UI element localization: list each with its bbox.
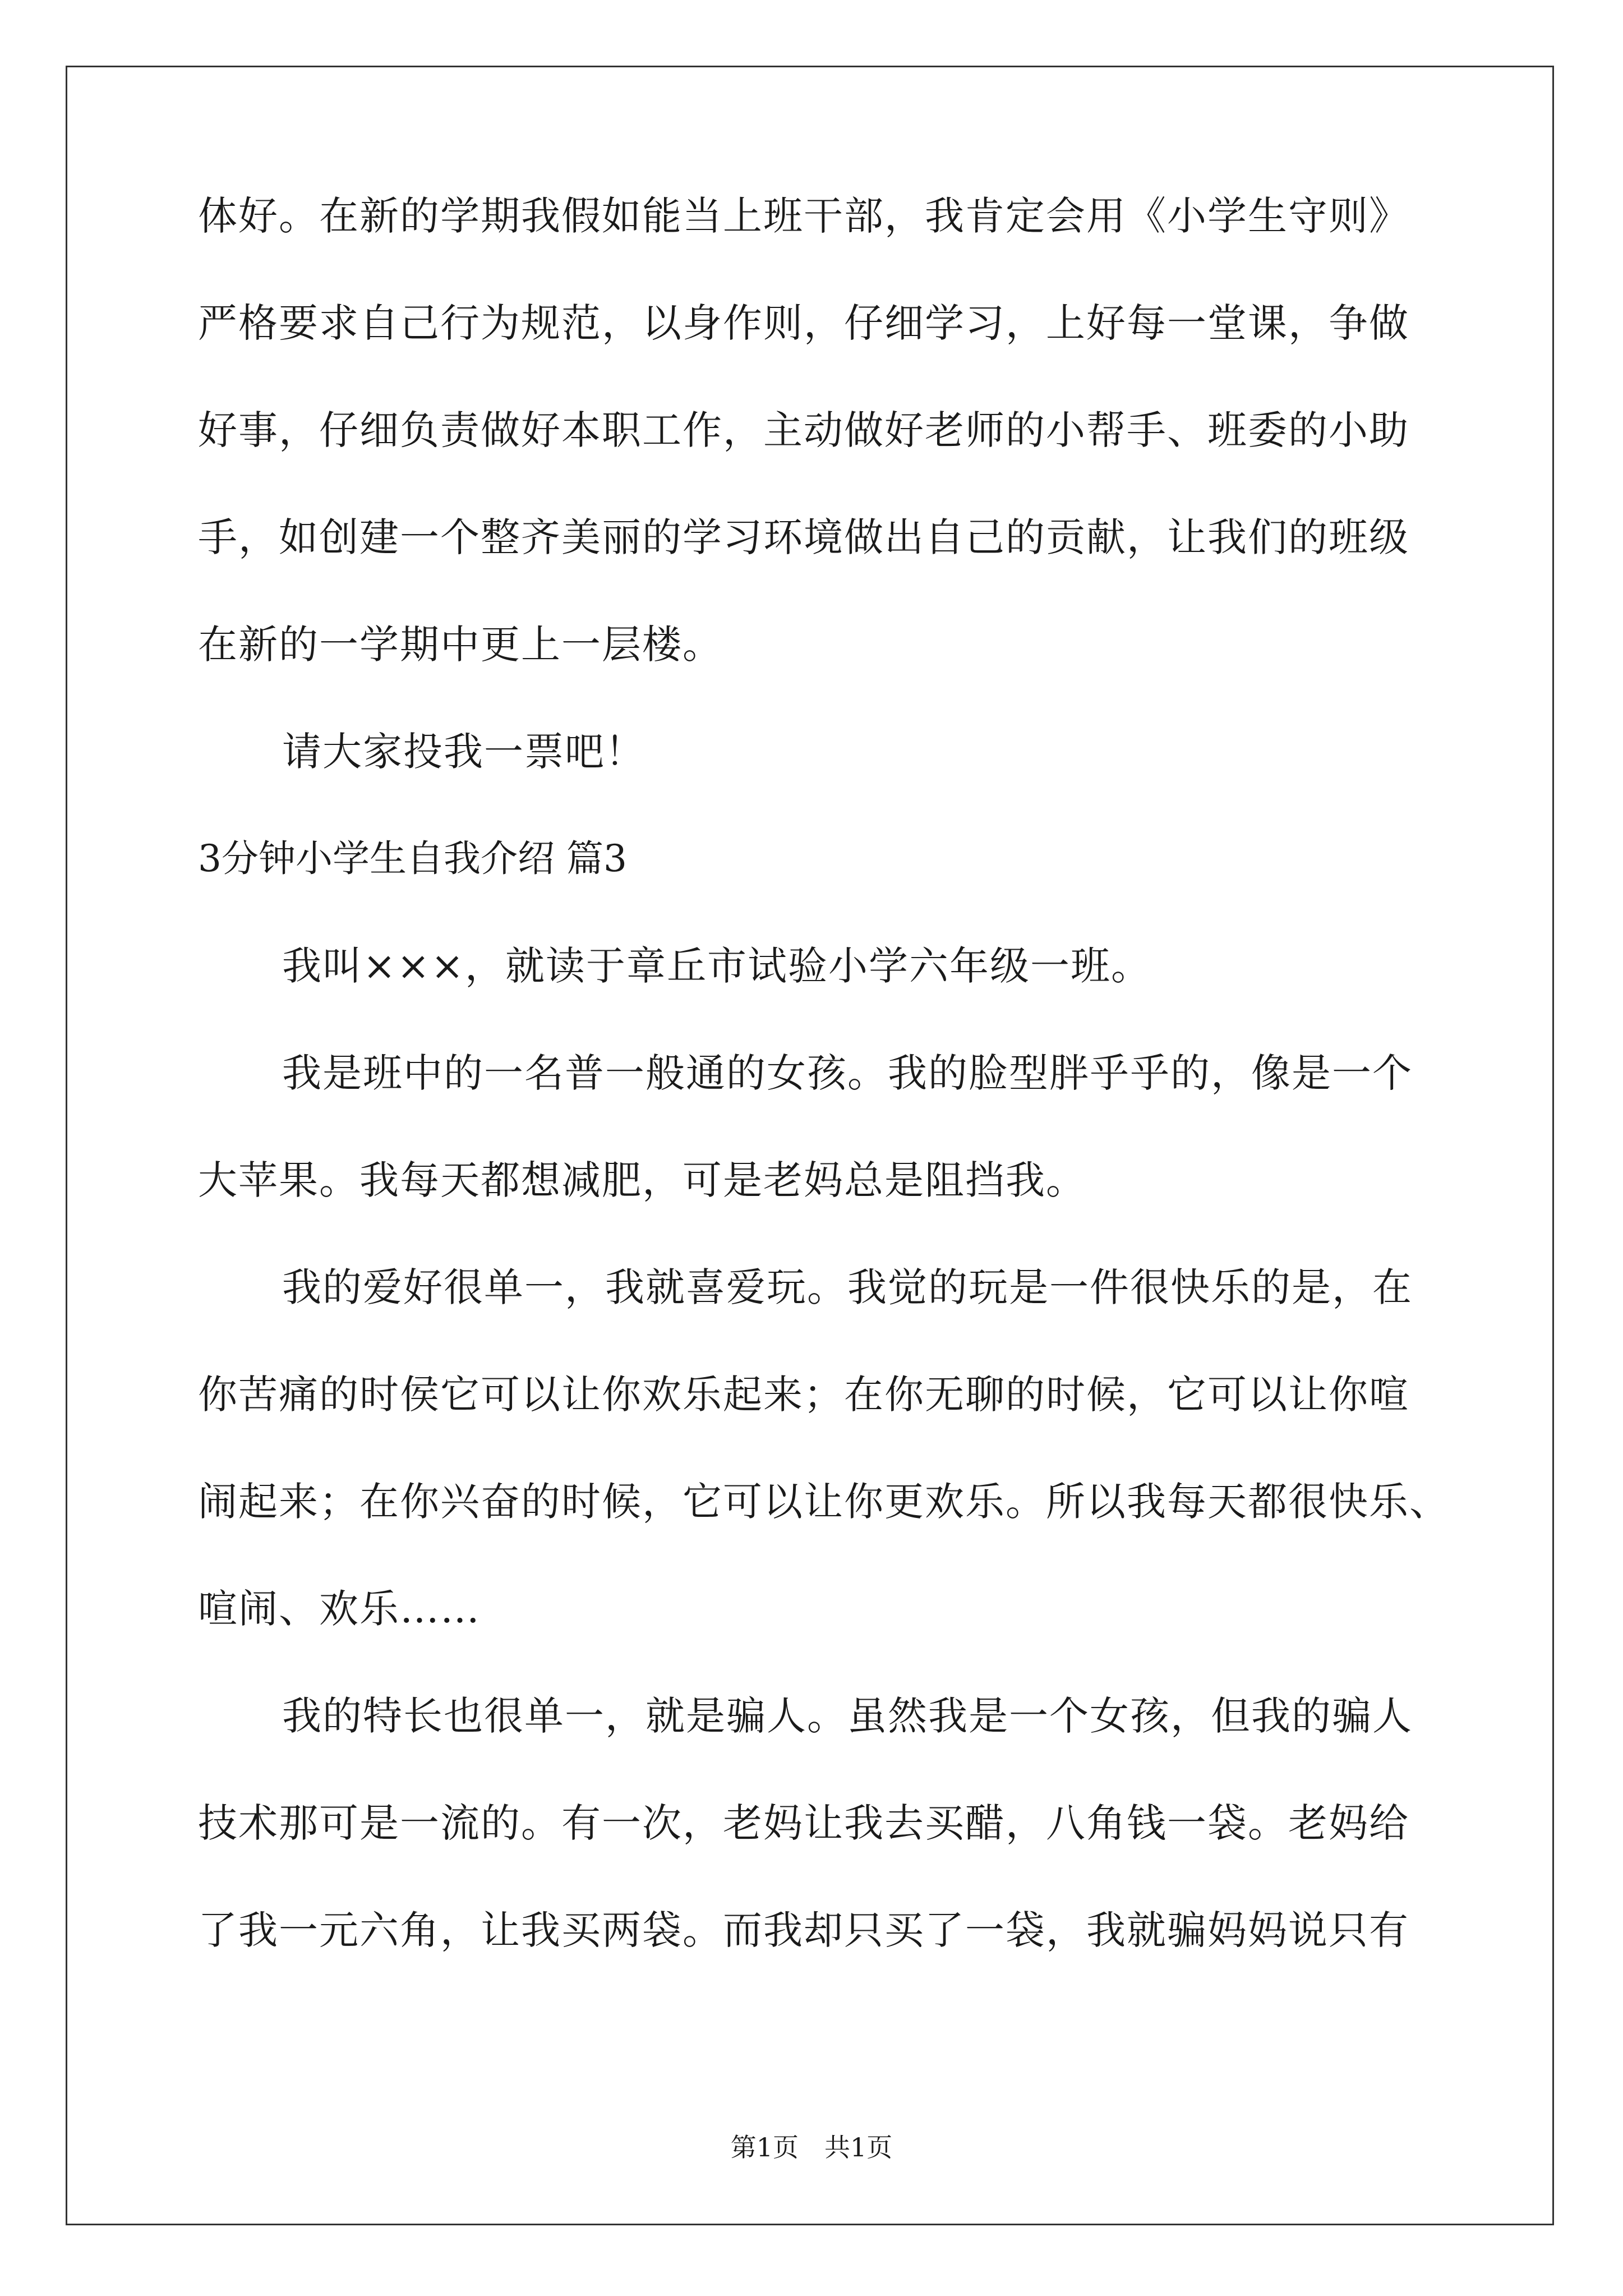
text-line-15: 我的特长也很单一，就是骗人。虽然我是一个女孩，但我的骗人 — [282, 1693, 1413, 1739]
text-line-9: 我是班中的一名普一般通的女孩。我的脸型胖乎乎的，像是一个 — [282, 1050, 1413, 1096]
text-line-6: 请大家投我一票吧！ — [282, 729, 645, 775]
text-line-12: 你苦痛的时侯它可以让你欢乐起来；在你无聊的时候，它可以让你喧 — [198, 1372, 1409, 1418]
text-line-2: 严格要求自己行为规范，以身作则，仔细学习，上好每一堂课，争做 — [198, 300, 1409, 346]
text-line-13: 闹起来；在你兴奋的时候，它可以让你更欢乐。所以我每天都很快乐、 — [198, 1479, 1450, 1525]
page-number-footer: 第1页 共1页 — [730, 2132, 893, 2162]
document-body — [198, 193, 1460, 2018]
text-line-8: 我叫×××，就读于章丘市试验小学六年级一班。 — [282, 943, 1151, 989]
section-heading: 3分钟小学生自我介绍 篇3 — [198, 837, 627, 880]
text-line-17: 了我一元六角，让我买两袋。而我却只买了一袋，我就骗妈妈说只有 — [198, 1907, 1409, 1953]
text-line-16: 技术那可是一流的。有一次，老妈让我去买醋，八角钱一袋。老妈给 — [198, 1800, 1409, 1846]
text-line-3: 好事，仔细负责做好本职工作，主动做好老师的小帮手、班委的小助 — [198, 407, 1409, 453]
text-line-1: 体好。在新的学期我假如能当上班干部，我肯定会用《小学生守则》 — [198, 193, 1409, 239]
text-line-4: 手，如创建一个整齐美丽的学习环境做出自己的贡献，让我们的班级 — [198, 514, 1409, 560]
text-line-14: 喧闹、欢乐…… — [198, 1586, 481, 1632]
text-line-5: 在新的一学期中更上一层楼。 — [198, 622, 723, 668]
text-line-11: 我的爱好很单一，我就喜爱玩。我觉的玩是一件很快乐的是，在 — [282, 1264, 1413, 1310]
text-line-10: 大苹果。我每天都想减肥，可是老妈总是阻挡我。 — [198, 1157, 1086, 1203]
